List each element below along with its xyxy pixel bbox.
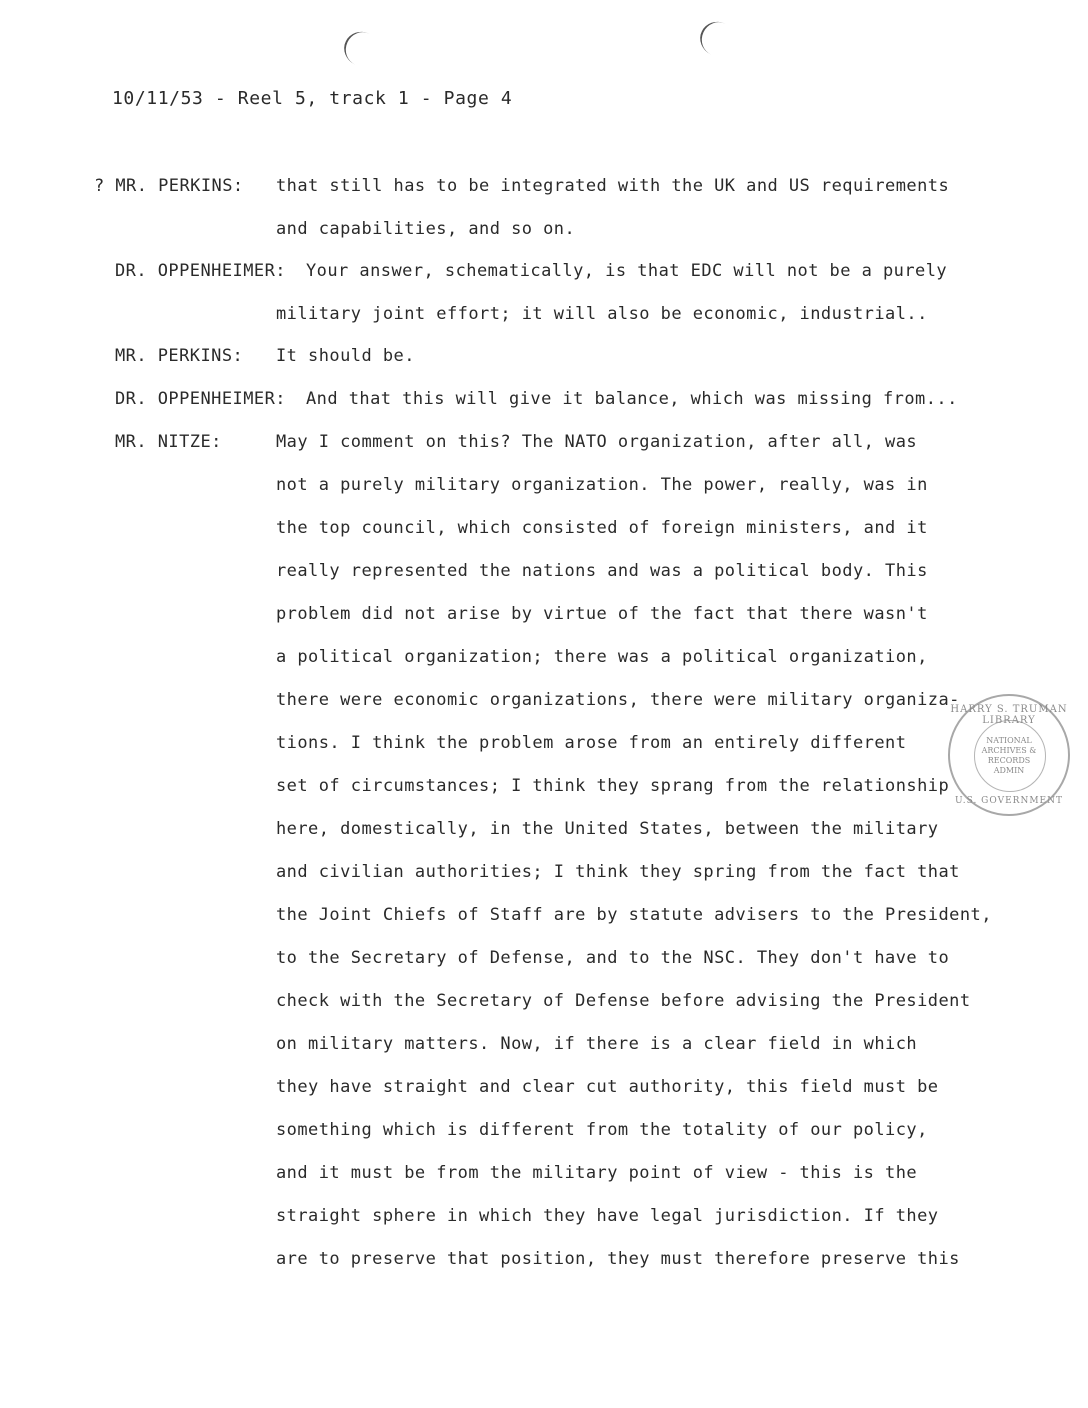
- archive-stamp: [948, 694, 1070, 816]
- transcript-line: the Joint Chiefs of Staff are by statute advisers to the President,: [276, 905, 992, 925]
- transcript-line: to the Secretary of Defense, and to the NSC. They don't have to: [276, 948, 950, 968]
- transcript-line: here, domestically, in the United States, between the military: [276, 819, 939, 839]
- transcript-line: and capabilities, and so on.: [276, 219, 576, 239]
- transcript-line: And that this will give it balance, which was missing from...: [306, 389, 958, 409]
- transcript-line: It should be.: [276, 346, 415, 366]
- stamp-center-text: NATIONAL ARCHIVES & RECORDS ADMIN: [981, 736, 1037, 775]
- transcript-line: straight sphere in which they have legal jurisdiction. If they: [276, 1206, 939, 1226]
- transcript-line: Your answer, schematically, is that EDC will not be a purely: [306, 261, 948, 281]
- punch-hole-right: [695, 16, 742, 62]
- transcript-line: tions. I think the problem arose from an entirely different: [276, 733, 907, 753]
- transcript-line: military joint effort; it will also be economic, industrial..: [276, 304, 928, 324]
- speaker-label: DR. OPPENHEIMER:: [115, 389, 286, 409]
- stamp-top-text: HARRY S. TRUMAN LIBRARY: [950, 704, 1068, 726]
- transcript-line: and civilian authorities; I think they spring from the fact that: [276, 862, 960, 882]
- stamp-bottom-text: U.S. GOVERNMENT: [955, 796, 1063, 806]
- transcript-line: set of circumstances; I think they sprang from the relationship: [276, 776, 950, 796]
- speaker-label: ? MR. PERKINS:: [94, 176, 244, 196]
- transcript-line: not a purely military organization. The power, really, was in: [276, 475, 928, 495]
- transcript-line: really represented the nations and was a political body. This: [276, 561, 928, 581]
- punch-hole-left: [339, 26, 386, 72]
- transcript-line: problem did not arise by virtue of the fact that there wasn't: [276, 604, 928, 624]
- transcript-line: a political organization; there was a political organization,: [276, 647, 928, 667]
- transcript-line: something which is different from the totality of our policy,: [276, 1120, 928, 1140]
- speaker-label: MR. NITZE:: [115, 432, 222, 452]
- transcript-line: that still has to be integrated with the UK and US requirements: [276, 176, 950, 196]
- transcript-line: the top council, which consisted of foreign ministers, and it: [276, 518, 928, 538]
- transcript-line: they have straight and clear cut authority, this field must be: [276, 1077, 939, 1097]
- transcript-line: check with the Secretary of Defense before advising the President: [276, 991, 971, 1011]
- transcript-line: there were economic organizations, there were military organiza-: [276, 690, 960, 710]
- transcript-line: and it must be from the military point of view - this is the: [276, 1163, 918, 1183]
- transcript-line: May I comment on this? The NATO organization, after all, was: [276, 432, 918, 452]
- page-header: 10/11/53 - Reel 5, track 1 - Page 4: [112, 88, 513, 109]
- speaker-label: MR. PERKINS:: [115, 346, 244, 366]
- transcript-line: on military matters. Now, if there is a clear field in which: [276, 1034, 918, 1054]
- speaker-label: DR. OPPENHEIMER:: [115, 261, 286, 281]
- transcript-line: are to preserve that position, they must therefore preserve this: [276, 1249, 960, 1269]
